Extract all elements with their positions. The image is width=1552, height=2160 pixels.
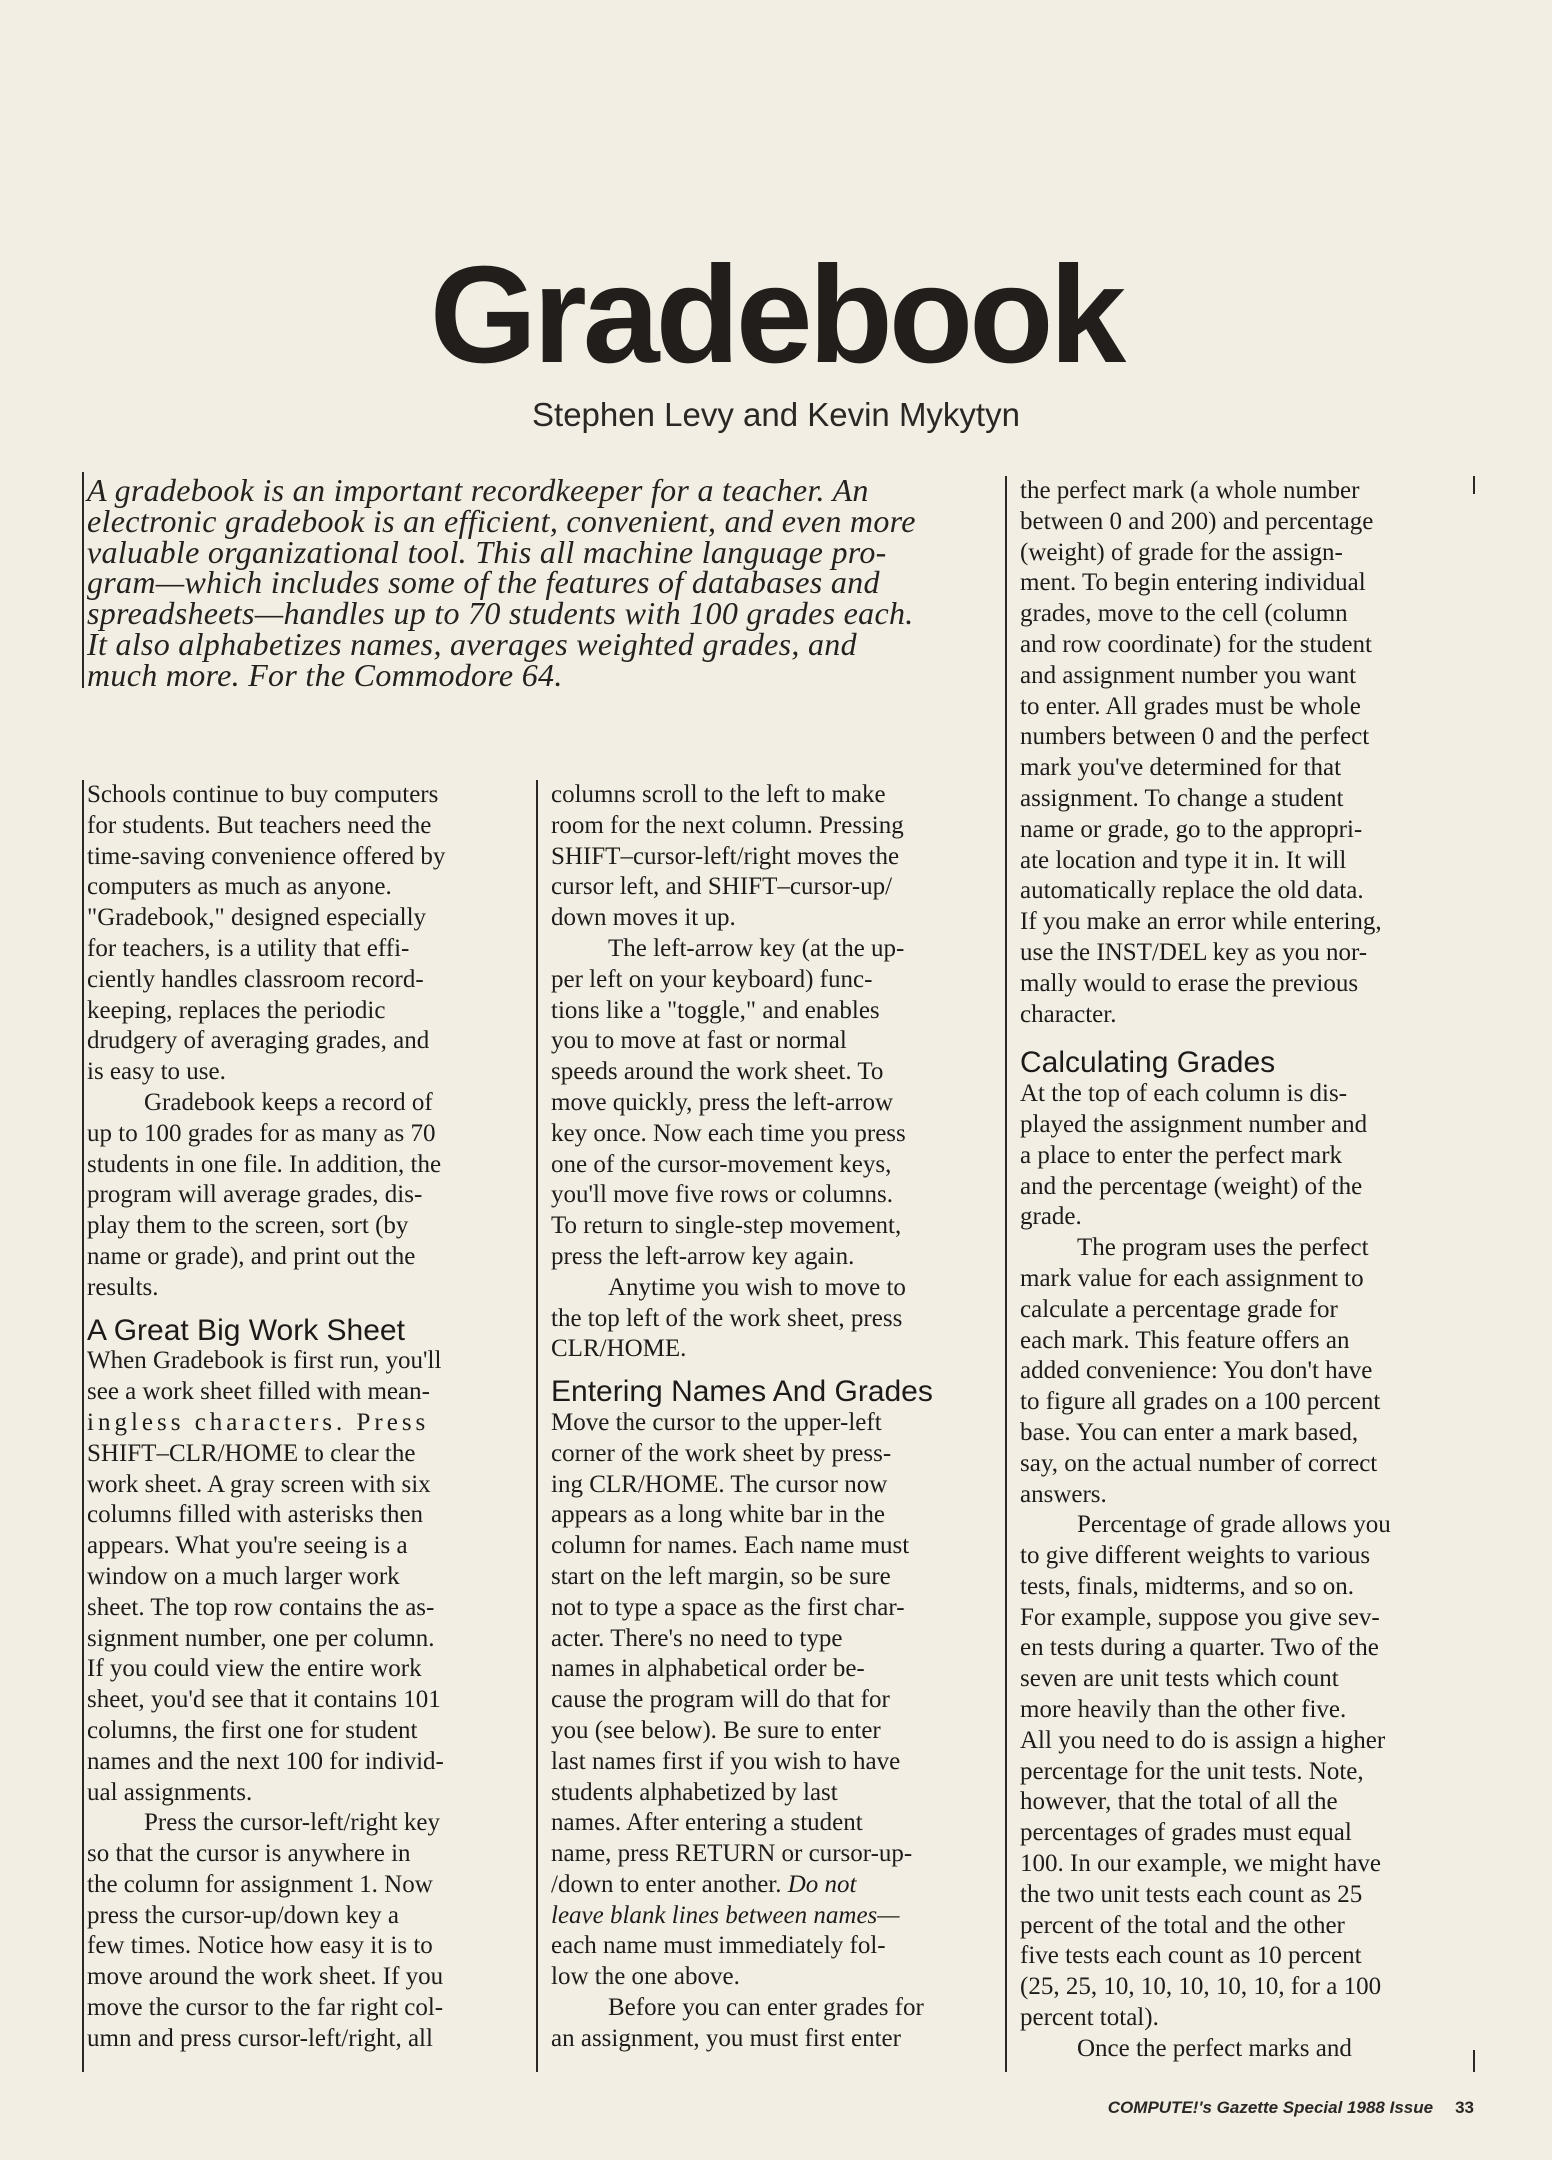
text-line: columns filled with asterisks then [87,1501,424,1529]
column-rule [1473,476,1475,494]
text-line: If you make an error while entering, [1020,908,1382,936]
text-line: Move the cursor to the upper-left [551,1408,882,1436]
text-line: a place to enter the perfect mark [1020,1141,1343,1169]
publication-name: COMPUTE!'s Gazette Special 1988 Issue [1107,2098,1434,2117]
text-line: played the assignment number and [1020,1110,1368,1138]
text-line: name or grade, go to the appropri- [1020,815,1363,843]
body-column-2 [551,780,989,2055]
body-column-3 [1020,476,1458,2065]
page-number: 33 [1455,2098,1474,2117]
text-line [551,1901,989,1932]
text-line: added convenience: You don't have [1020,1357,1373,1385]
deck-line: valuable organizational tool. This all machine language pro- [87,533,887,570]
text-line: per left on your keyboard) func- [551,965,873,993]
text-line: appears as a long white bar in the [551,1501,885,1529]
text-line: and row coordinate) for the student [1020,630,1372,658]
text-line: however, that the total of all the [1020,1788,1338,1816]
text-line: columns, the first one for student [87,1716,418,1744]
text-line: percent total). [1020,2004,1159,2032]
text-line: not to type a space as the first char- [551,1593,905,1621]
text-line: CLR/HOME. [551,1335,687,1363]
text-line: mark you've determined for that [1020,754,1342,782]
body-column-1 [87,780,519,2055]
text-line: ing CLR/HOME. The cursor now [551,1470,888,1498]
text-line: work sheet. A gray screen with six [87,1470,431,1498]
text-line: results. [87,1273,159,1301]
text-line: each name must immediately fol- [551,1932,886,1960]
column-rule [1005,476,1007,2072]
text-line: For example, suppose you give sev- [1020,1603,1380,1631]
text-line: umn and press cursor-left/right, all [87,2024,433,2052]
text-line: for students. But teachers need the [87,811,432,839]
text-line: When Gradebook is first run, you'll [87,1347,442,1375]
text-line: you'll move five rows or columns. [551,1181,893,1209]
text-line: percentages of grades must equal [1020,1819,1352,1847]
text-line: ate location and type it in. It will [1020,846,1347,874]
text-line: At the top of each column is dis- [1020,1080,1348,1108]
text-line: one of the cursor-movement keys, [551,1150,892,1178]
text-line: you (see below). Be sure to enter [551,1716,881,1744]
text-line: to enter. All grades must be whole [1020,692,1361,720]
text-line: move around the work sheet. If you [87,1963,444,1991]
text-line: each mark. This feature offers an [1020,1326,1350,1354]
text-line: column for names. Each name must [551,1532,910,1560]
text-line: program will average grades, dis- [87,1181,423,1209]
text-line: tions like a "toggle," and enables [551,996,880,1024]
text-line: tests, finals, midterms, and so on. [1020,1572,1354,1600]
text-line: ciently handles classroom record- [87,965,424,993]
text-line: so that the cursor is anywhere in [87,1840,411,1868]
text-line: the top left of the work sheet, press [551,1304,903,1332]
deck-line: electronic gradebook is an efficient, convenient, and even more [87,502,916,539]
text-line: the two unit tests each count as 25 [1020,1880,1363,1908]
text-line: low the one above. [551,1963,740,1991]
text-line: see a work sheet filled with mean- [87,1378,430,1406]
text-line: play them to the screen, sort (by [87,1212,409,1240]
text-line: (25, 25, 10, 10, 10, 10, 10, for a 100 [1020,1973,1382,2001]
text-line: and assignment number you want [1020,661,1357,689]
text-line: room for the next column. Pressing [551,811,904,839]
text-line: five tests each count as 10 percent [1020,1942,1362,1970]
column-rule [82,780,84,2072]
text-line: ingless characters. Press [87,1408,430,1436]
text-line: up to 100 grades for as many as 70 [87,1119,436,1147]
text-line: start on the left margin, so be sure [551,1562,891,1590]
text-line: you to move at fast or normal [551,1027,847,1055]
article-byline: Stephen Levy and Kevin Mykytyn [532,396,1020,433]
deck-line: spreadsheets—handles up to 70 students with 100 grades each. [87,595,914,632]
text-line: move quickly, press the left-arrow [551,1088,894,1116]
text-line: Gradebook keeps a record of [144,1088,433,1116]
text-line: speeds around the work sheet. To [551,1058,884,1086]
deck-line: gram—which includes some of the features of databases and [87,564,880,601]
text-line: corner of the work sheet by press- [551,1439,892,1467]
text-line: and the percentage (weight) of the [1020,1172,1363,1200]
text-line: names. After entering a student [551,1809,863,1837]
text-line: ual assignments. [87,1778,253,1806]
article-title: Gradebook [429,238,1123,392]
column-rule [1473,2050,1475,2072]
emphasis-text: leave blank lines between names— [551,1901,900,1929]
text-line: SHIFT–cursor-left/right moves the [551,842,900,870]
text-line: Press the cursor-left/right key [144,1809,440,1837]
text-line: use the INST/DEL key as you nor- [1020,938,1368,966]
text-line: last names first if you wish to have [551,1747,901,1775]
text-line: time-saving convenience offered by [87,842,446,870]
section-heading: Calculating Grades [1020,1046,1276,1080]
text-line: name, press RETURN or cursor-up- [551,1840,913,1868]
text-line: columns scroll to the left to make [551,781,886,808]
text-line: name or grade), and print out the [87,1242,416,1270]
text-line: few times. Notice how easy it is to [87,1932,433,1960]
text-line: the column for assignment 1. Now [87,1870,433,1898]
text-line: sheet, you'd see that it contains 101 [87,1686,441,1714]
text-line: acter. There's no need to type [551,1624,843,1652]
text-line: the perfect mark (a whole number [1020,477,1360,504]
text-line: down moves it up. [551,904,736,932]
text-line: to give different weights to various [1020,1542,1371,1570]
text-line: names in alphabetical order be- [551,1655,865,1683]
text-line [551,1870,989,1901]
text-line: move the cursor to the far right col- [87,1994,444,2022]
text-line: en tests during a quarter. Two of the [1020,1634,1379,1662]
deck-line: much more. For the Commodore 64. [87,656,563,693]
text-line: signment number, one per column. [87,1624,435,1652]
column-rule [536,780,538,2072]
text-line: key once. Now each time you press [551,1119,906,1147]
text-line: ment. To begin entering individual [1020,569,1366,597]
text-line: keeping, replaces the periodic [87,996,386,1024]
text-line: "Gradebook," designed especially [87,904,427,932]
text-line: character. [1020,1000,1117,1028]
text-line: Before you can enter grades for [608,1994,924,2022]
text-line: is easy to use. [87,1058,226,1086]
text-line: calculate a percentage grade for [1020,1295,1338,1323]
text-line: base. You can enter a mark based, [1020,1418,1359,1446]
text-line: an assignment, you must first enter [551,2024,901,2052]
text-line: mark value for each assignment to [1020,1264,1364,1292]
article-deck [82,472,987,693]
text-line: students alphabetized by last [551,1778,838,1806]
text-line: press the left-arrow key again. [551,1242,855,1270]
text-line: SHIFT–CLR/HOME to clear the [87,1439,416,1467]
text-line: grade. [1020,1203,1082,1231]
text-line: mally would to erase the previous [1020,969,1359,997]
text-line: cursor left, and SHIFT–cursor-up/ [551,873,893,901]
text-line: answers. [1020,1480,1107,1508]
text-line: more heavily than the other five. [1020,1696,1347,1724]
text-line: To return to single-step movement, [551,1212,902,1240]
text-line: (weight) of grade for the assign- [1020,538,1343,566]
text-line: Once the perfect marks and [1077,2034,1352,2062]
text-line: 100. In our example, we might have [1020,1850,1382,1878]
text-line: The program uses the perfect [1077,1234,1369,1262]
text-line: sheet. The top row contains the as- [87,1593,435,1621]
section-heading: Entering Names And Grades [551,1375,933,1409]
text-line: appears. What you're seeing is a [87,1532,408,1560]
text-line: assignment. To change a student [1020,784,1344,812]
text-line: If you could view the entire work [87,1655,422,1683]
text-line: Schools continue to buy computers [87,781,439,808]
text-line: numbers between 0 and the perfect [1020,723,1370,751]
text-line: All you need to do is assign a higher [1020,1726,1386,1754]
text-line: cause the program will do that for [551,1686,890,1714]
text-line: grades, move to the cell (column [1020,600,1348,628]
deck-line: A gradebook is an important recordkeeper for a teacher. An [87,472,869,508]
text-line: Anytime you wish to move to [608,1273,906,1301]
text-line-start: /down to enter another. [551,1870,782,1898]
text-line: between 0 and 200) and percentage [1020,507,1374,535]
text-line: percentage for the unit tests. Note, [1020,1757,1364,1785]
text-line: students in one file. In addition, the [87,1150,442,1178]
text-line: names and the next 100 for individ- [87,1747,444,1775]
text-line: drudgery of averaging grades, and [87,1027,430,1055]
text-line: Percentage of grade allows you [1077,1511,1391,1539]
text-line: say, on the actual number of correct [1020,1449,1378,1477]
section-heading: A Great Big Work Sheet [87,1313,405,1347]
text-line: seven are unit tests which count [1020,1665,1339,1693]
text-line: percent of the total and the other [1020,1911,1345,1939]
text-line: automatically replace the old data. [1020,877,1364,905]
text-line: computers as much as anyone. [87,873,392,901]
text-line: for teachers, is a utility that effi- [87,934,410,962]
text-line: to figure all grades on a 100 percent [1020,1388,1381,1416]
text-line: The left-arrow key (at the up- [608,934,905,962]
text-line: press the cursor-up/down key a [87,1901,399,1929]
text-line: window on a much larger work [87,1562,400,1590]
emphasis-text: Do not [787,1870,857,1898]
page-footer [1108,2098,1474,2118]
deck-line: It also alphabetizes names, averages weighted grades, and [87,625,857,662]
